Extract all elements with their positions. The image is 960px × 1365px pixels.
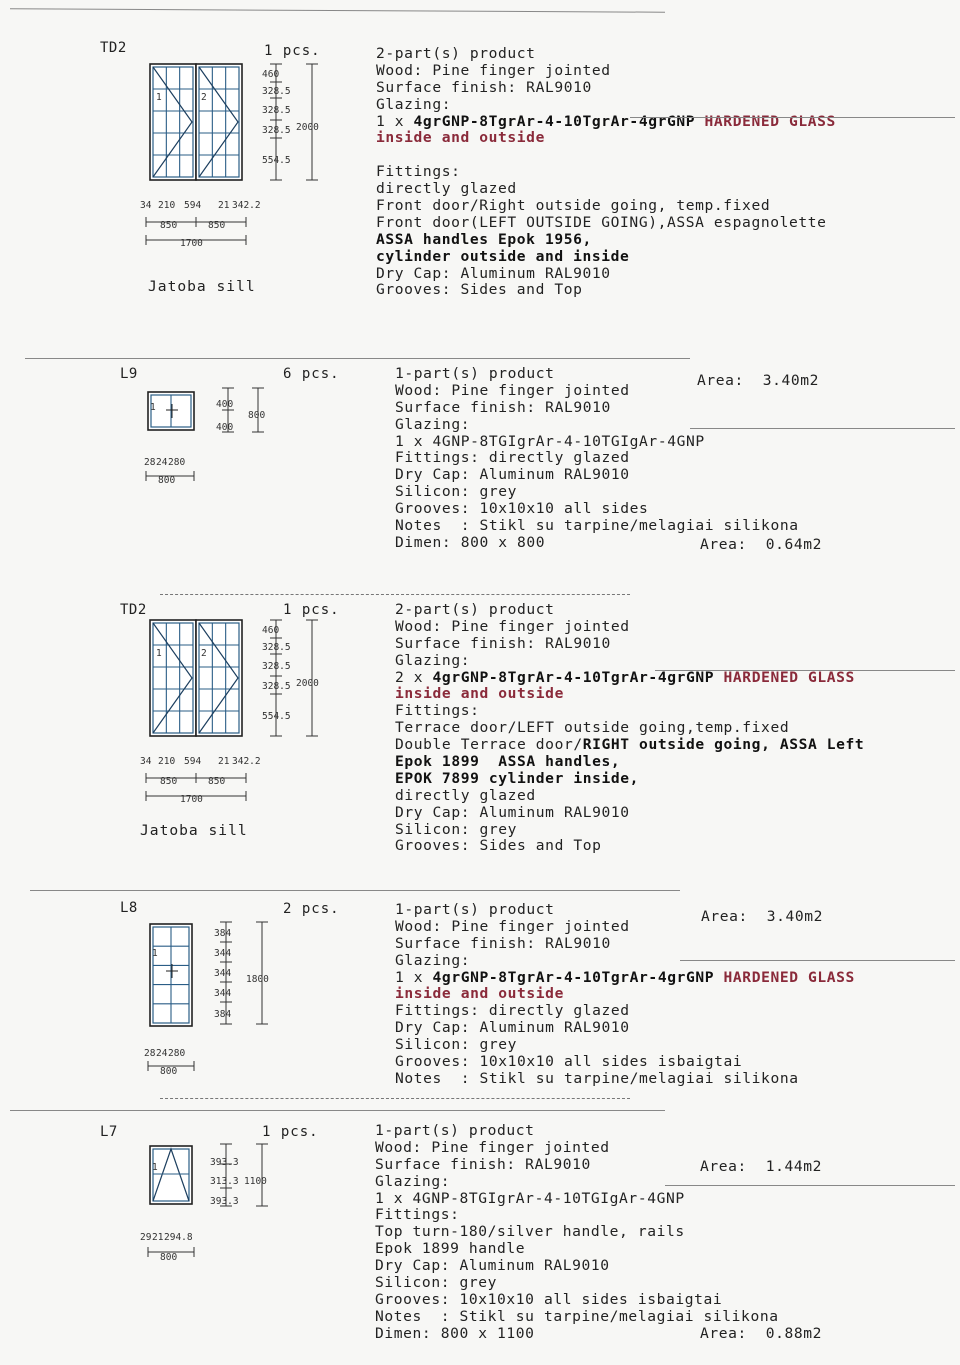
- description-line: [395, 619, 864, 636]
- description-text: Dimen: 800 x 800: [395, 533, 546, 551]
- description-text: Notes : Stikl su tarpine/melagiai silikona: [395, 1069, 799, 1087]
- leaf-width-dimension: 850: [160, 776, 178, 787]
- sill-label: Jatoba sill: [148, 278, 256, 295]
- description-text: Surface finish: RAL9010: [375, 1155, 591, 1173]
- description-line: [376, 282, 836, 299]
- description-text: Surface finish: RAL9010: [395, 634, 611, 652]
- description-text: Epok 1899 handle: [375, 1240, 526, 1258]
- description-text: Glazing:: [375, 1172, 451, 1190]
- description-line: [376, 130, 836, 147]
- description-text: Dry Cap: Aluminum RAL9010: [395, 1019, 630, 1037]
- height-dimension: 328.5: [262, 86, 291, 97]
- profile-dimension: 342.2: [232, 756, 261, 767]
- description-text: Notes : Stikl su tarpine/melagiai silikona: [375, 1307, 779, 1325]
- description-line: [395, 1071, 855, 1088]
- description-text: Wood: Pine finger jointed: [395, 617, 630, 635]
- description-line: [376, 232, 836, 249]
- height-dimension: 384: [214, 1009, 232, 1020]
- description-text: Surface finish: RAL9010: [376, 78, 592, 96]
- description-text: Silicon: grey: [395, 483, 518, 501]
- description-text: 1 x 4GNP-8TGIgrAr-4-10TGIgAr-4GNP: [395, 432, 705, 450]
- scan-edge-line: [665, 1185, 955, 1186]
- profile-dimension: 29: [140, 1232, 152, 1243]
- height-dimension: 344: [214, 948, 232, 959]
- item-description: [395, 366, 799, 552]
- description-text: Surface finish: RAL9010: [395, 398, 611, 416]
- total-width-dimension: 1700: [180, 794, 203, 805]
- description-line: [376, 63, 836, 80]
- description-line: [395, 602, 864, 619]
- leaf-number: 2: [201, 92, 207, 103]
- profile-dimension: 28: [144, 457, 156, 468]
- item-code: L7: [100, 1124, 118, 1140]
- description-text: 4grGNP-8TgrAr-4-10TgrAr-4grGNP: [432, 668, 715, 686]
- description-line: [395, 902, 855, 919]
- height-dimension: 393.3: [210, 1157, 239, 1168]
- description-line: [395, 936, 855, 953]
- height-dimension: 328.5: [262, 105, 291, 116]
- description-line: [375, 1292, 779, 1309]
- description-text: Wood: Pine finger jointed: [376, 61, 611, 79]
- description-line: [395, 986, 855, 1003]
- description-line: [395, 366, 799, 383]
- profile-dimension: 24: [156, 1048, 168, 1059]
- profile-dimension: 34: [140, 756, 152, 767]
- profile-dimension: 21: [218, 200, 230, 211]
- item-quantity: 1 pcs.: [262, 1124, 319, 1140]
- leaf-width-dimension: 850: [208, 776, 226, 787]
- total-width-dimension: 800: [158, 475, 176, 486]
- description-text: 2-part(s) product: [395, 601, 555, 618]
- height-dimension: 344: [214, 988, 232, 999]
- item-area: Area: 3.40m2: [697, 372, 820, 389]
- item-description: [375, 1123, 779, 1343]
- description-text: 1-part(s) product: [375, 1122, 535, 1139]
- height-dimension: 313.3: [210, 1176, 239, 1187]
- description-line: [375, 1174, 779, 1191]
- description-text: Wood: Pine finger jointed: [375, 1138, 610, 1156]
- item-quantity: 2 pcs.: [283, 901, 340, 917]
- profile-dimension: 21: [152, 1232, 164, 1243]
- separator-line: [160, 1098, 630, 1099]
- height-dimension: 393.3: [210, 1196, 239, 1207]
- description-text: Fittings: directly glazed: [395, 1002, 630, 1020]
- description-text: Dimen: 800 x 1100: [375, 1324, 535, 1342]
- description-text: Fittings:: [395, 702, 480, 720]
- description-line: [395, 720, 864, 737]
- description-line: [395, 434, 799, 451]
- description-text: 1 x: [376, 112, 414, 130]
- height-dimension: 400: [216, 399, 234, 410]
- profile-dimension: 34: [140, 200, 152, 211]
- glass-note: inside and outside: [376, 129, 545, 147]
- scan-edge-line: [25, 358, 690, 359]
- description-text: 4grGNP-8TgrAr-4-10TgrAr-4grGNP: [432, 968, 715, 986]
- description-text: Front door/Right outside going, temp.fixed: [376, 197, 771, 215]
- item-description: [395, 602, 864, 855]
- description-line: [395, 970, 855, 987]
- description-text: Glazing:: [395, 951, 471, 969]
- leaf-number: 2: [201, 648, 207, 659]
- height-dimension: 328.5: [262, 642, 291, 653]
- description-line: [375, 1224, 779, 1241]
- description-text: Epok 1899 ASSA handles,: [395, 753, 621, 771]
- item-quantity: 6 pcs.: [283, 366, 340, 382]
- description-text: Dry Cap: Aluminum RAL9010: [395, 803, 630, 821]
- description-text: [695, 113, 704, 130]
- window-drawing: [138, 1140, 278, 1270]
- profile-dimension: 210: [158, 756, 176, 767]
- leaf-number: 1: [156, 92, 162, 103]
- item-description: [395, 902, 855, 1088]
- description-line: [395, 467, 799, 484]
- description-line: [376, 80, 836, 97]
- description-line: [395, 838, 864, 855]
- description-line: [395, 484, 799, 501]
- description-text: Fittings:: [375, 1206, 460, 1224]
- frame-outline: [196, 64, 242, 180]
- description-line: [395, 953, 855, 970]
- description-line: [375, 1241, 779, 1258]
- total-height-dimension: 2000: [296, 678, 319, 689]
- description-line: [395, 501, 799, 518]
- description-line: [375, 1157, 779, 1174]
- height-dimension: 328.5: [262, 125, 291, 136]
- description-line: [395, 400, 799, 417]
- description-text: directly glazed: [395, 786, 536, 804]
- description-text: Top turn-180/silver handle, rails: [375, 1223, 685, 1241]
- total-width-dimension: 800: [160, 1252, 178, 1263]
- description-line: [395, 1003, 855, 1020]
- description-text: Grooves: 10x10x10 all sides isbaigtai: [375, 1290, 723, 1308]
- description-text: Fittings: directly glazed: [395, 449, 630, 467]
- description-text: Dry Cap: Aluminum RAL9010: [395, 466, 630, 484]
- description-line: [395, 1054, 855, 1071]
- total-width-dimension: 800: [160, 1066, 178, 1077]
- height-dimension: 384: [214, 928, 232, 939]
- item-code: L9: [120, 366, 138, 382]
- description-line: [376, 164, 836, 181]
- description-line: [376, 266, 836, 283]
- profile-dimension: 294.8: [164, 1232, 193, 1243]
- glass-note: HARDENED GLASS: [704, 112, 836, 130]
- window-drawing: [142, 384, 282, 494]
- description-line: [395, 1020, 855, 1037]
- description-line: [395, 653, 864, 670]
- description-text: Grooves: 10x10x10 all sides: [395, 500, 649, 518]
- height-dimension: 328.5: [262, 661, 291, 672]
- frame-outline: [150, 620, 196, 736]
- description-text: 4grGNP-8TgrAr-4-10TgrAr-4grGNP: [413, 112, 696, 130]
- frame-outline: [150, 1146, 192, 1204]
- description-line: [395, 919, 855, 936]
- description-text: 1-part(s) product: [395, 365, 555, 382]
- description-text: Double Terrace door/: [395, 736, 583, 754]
- description-line: [395, 737, 864, 754]
- description-text: 2-part(s) product: [376, 45, 536, 62]
- item-quantity: 1 pcs.: [283, 602, 340, 618]
- item-area-total: Area: 0.64m2: [700, 536, 823, 553]
- description-line: [395, 754, 864, 771]
- description-line: [395, 686, 864, 703]
- description-line: [376, 147, 836, 164]
- description-text: Glazing:: [395, 415, 471, 433]
- description-line: [375, 1258, 779, 1275]
- description-text: 1 x: [395, 968, 433, 986]
- glass-note: inside and outside: [395, 685, 564, 703]
- item-area: Area: 1.44m2: [700, 1158, 823, 1175]
- description-text: 1 x 4GNP-8TGIgrAr-4-10TGIgAr-4GNP: [375, 1189, 685, 1207]
- leaf-width-dimension: 850: [208, 220, 226, 231]
- separator-line: [160, 594, 630, 595]
- height-dimension: 554.5: [262, 711, 291, 722]
- height-dimension: 460: [262, 69, 280, 80]
- scan-edge-line: [690, 428, 955, 429]
- description-line: [376, 181, 836, 198]
- description-text: ASSA handles Epok 1956,: [376, 230, 592, 248]
- description-text: [714, 969, 723, 986]
- height-dimension: 344: [214, 968, 232, 979]
- description-line: [376, 46, 836, 63]
- glass-note: HARDENED GLASS: [723, 968, 855, 986]
- profile-dimension: 280: [168, 457, 186, 468]
- profile-dimension: 280: [168, 1048, 186, 1059]
- item-quantity: 1 pcs.: [264, 43, 321, 59]
- description-line: [376, 249, 836, 266]
- item-description: [376, 46, 836, 299]
- description-text: directly glazed: [376, 180, 517, 198]
- frame-outline: [196, 620, 242, 736]
- description-text: Front door(LEFT OUTSIDE GOING),ASSA espagnolette: [376, 213, 827, 231]
- glass-note: HARDENED GLASS: [723, 668, 855, 686]
- door-drawing: [140, 614, 340, 809]
- profile-dimension: 210: [158, 200, 176, 211]
- profile-dimension: 594: [184, 756, 202, 767]
- door-drawing: [140, 58, 340, 253]
- leaf-number: 1: [152, 1162, 158, 1173]
- description-text: Grooves: 10x10x10 all sides isbaigtai: [395, 1053, 743, 1071]
- description-line: [395, 1037, 855, 1054]
- total-height-dimension: 800: [248, 410, 266, 421]
- description-line: [395, 518, 799, 535]
- leaf-number: 1: [152, 948, 158, 959]
- leaf-number: 1: [150, 402, 156, 413]
- description-text: 1-part(s) product: [395, 901, 555, 918]
- description-text: [714, 669, 723, 686]
- scan-edge-line: [10, 8, 665, 12]
- description-line: [395, 636, 864, 653]
- height-dimension: 400: [216, 422, 234, 433]
- total-width-dimension: 1700: [180, 238, 203, 249]
- description-text: cylinder outside and inside: [376, 247, 630, 265]
- description-text: Wood: Pine finger jointed: [395, 917, 630, 935]
- scan-edge-line: [655, 670, 955, 671]
- description-text: Grooves: Sides and Top: [376, 281, 583, 299]
- description-text: EPOK 7899 cylinder inside,: [395, 769, 640, 787]
- total-height-dimension: 2000: [296, 122, 319, 133]
- frame-outline: [150, 64, 196, 180]
- description-text: Silicon: grey: [395, 1036, 518, 1054]
- description-line: [395, 822, 864, 839]
- description-line: [395, 670, 864, 687]
- description-text: RIGHT outside going, ASSA Left: [582, 736, 865, 754]
- item-area-total: Area: 0.88m2: [700, 1325, 823, 1342]
- scan-edge-line: [680, 960, 955, 961]
- description-line: [395, 771, 864, 788]
- description-line: [376, 97, 836, 114]
- profile-dimension: 21: [218, 756, 230, 767]
- description-text: 2 x: [395, 668, 433, 686]
- description-line: [395, 417, 799, 434]
- window-drawing: [142, 918, 282, 1088]
- description-line: [395, 450, 799, 467]
- profile-dimension: 24: [156, 457, 168, 468]
- profile-dimension: 28: [144, 1048, 156, 1059]
- description-text: Glazing:: [376, 95, 452, 113]
- description-line: [375, 1191, 779, 1208]
- description-text: Dry Cap: Aluminum RAL9010: [376, 264, 611, 282]
- height-dimension: 460: [262, 625, 280, 636]
- profile-dimension: 594: [184, 200, 202, 211]
- scan-edge-line: [10, 1110, 665, 1111]
- description-text: Dry Cap: Aluminum RAL9010: [375, 1257, 610, 1275]
- sill-label: Jatoba sill: [140, 822, 248, 839]
- description-text: Glazing:: [395, 651, 471, 669]
- description-line: [375, 1309, 779, 1326]
- item-code: TD2: [100, 40, 127, 56]
- item-code: L8: [120, 900, 138, 916]
- description-line: [395, 805, 864, 822]
- scan-edge-line: [30, 890, 680, 891]
- description-line: [395, 788, 864, 805]
- description-text: Silicon: grey: [375, 1274, 498, 1292]
- description-text: Surface finish: RAL9010: [395, 934, 611, 952]
- description-text: Wood: Pine finger jointed: [395, 381, 630, 399]
- leaf-width-dimension: 850: [160, 220, 178, 231]
- total-height-dimension: 1100: [244, 1176, 267, 1187]
- description-line: [395, 703, 864, 720]
- leaf-number: 1: [156, 648, 162, 659]
- description-line: [375, 1123, 779, 1140]
- height-dimension: 328.5: [262, 681, 291, 692]
- description-text: Terrace door/LEFT outside going,temp.fixed: [395, 719, 790, 737]
- profile-dimension: 342.2: [232, 200, 261, 211]
- item-area: Area: 3.40m2: [701, 908, 824, 925]
- item-code: TD2: [120, 602, 147, 618]
- description-line: [376, 215, 836, 232]
- description-line: [395, 383, 799, 400]
- description-line: [375, 1140, 779, 1157]
- total-height-dimension: 1800: [246, 974, 269, 985]
- description-text: Fittings:: [376, 163, 461, 181]
- description-text: Grooves: Sides and Top: [395, 837, 602, 855]
- description-text: Silicon: grey: [395, 820, 518, 838]
- scan-edge-line: [630, 117, 955, 118]
- description-line: [376, 198, 836, 215]
- glass-note: inside and outside: [395, 985, 564, 1003]
- description-line: [375, 1275, 779, 1292]
- description-text: Notes : Stikl su tarpine/melagiai silikona: [395, 517, 799, 535]
- height-dimension: 554.5: [262, 155, 291, 166]
- description-line: [375, 1207, 779, 1224]
